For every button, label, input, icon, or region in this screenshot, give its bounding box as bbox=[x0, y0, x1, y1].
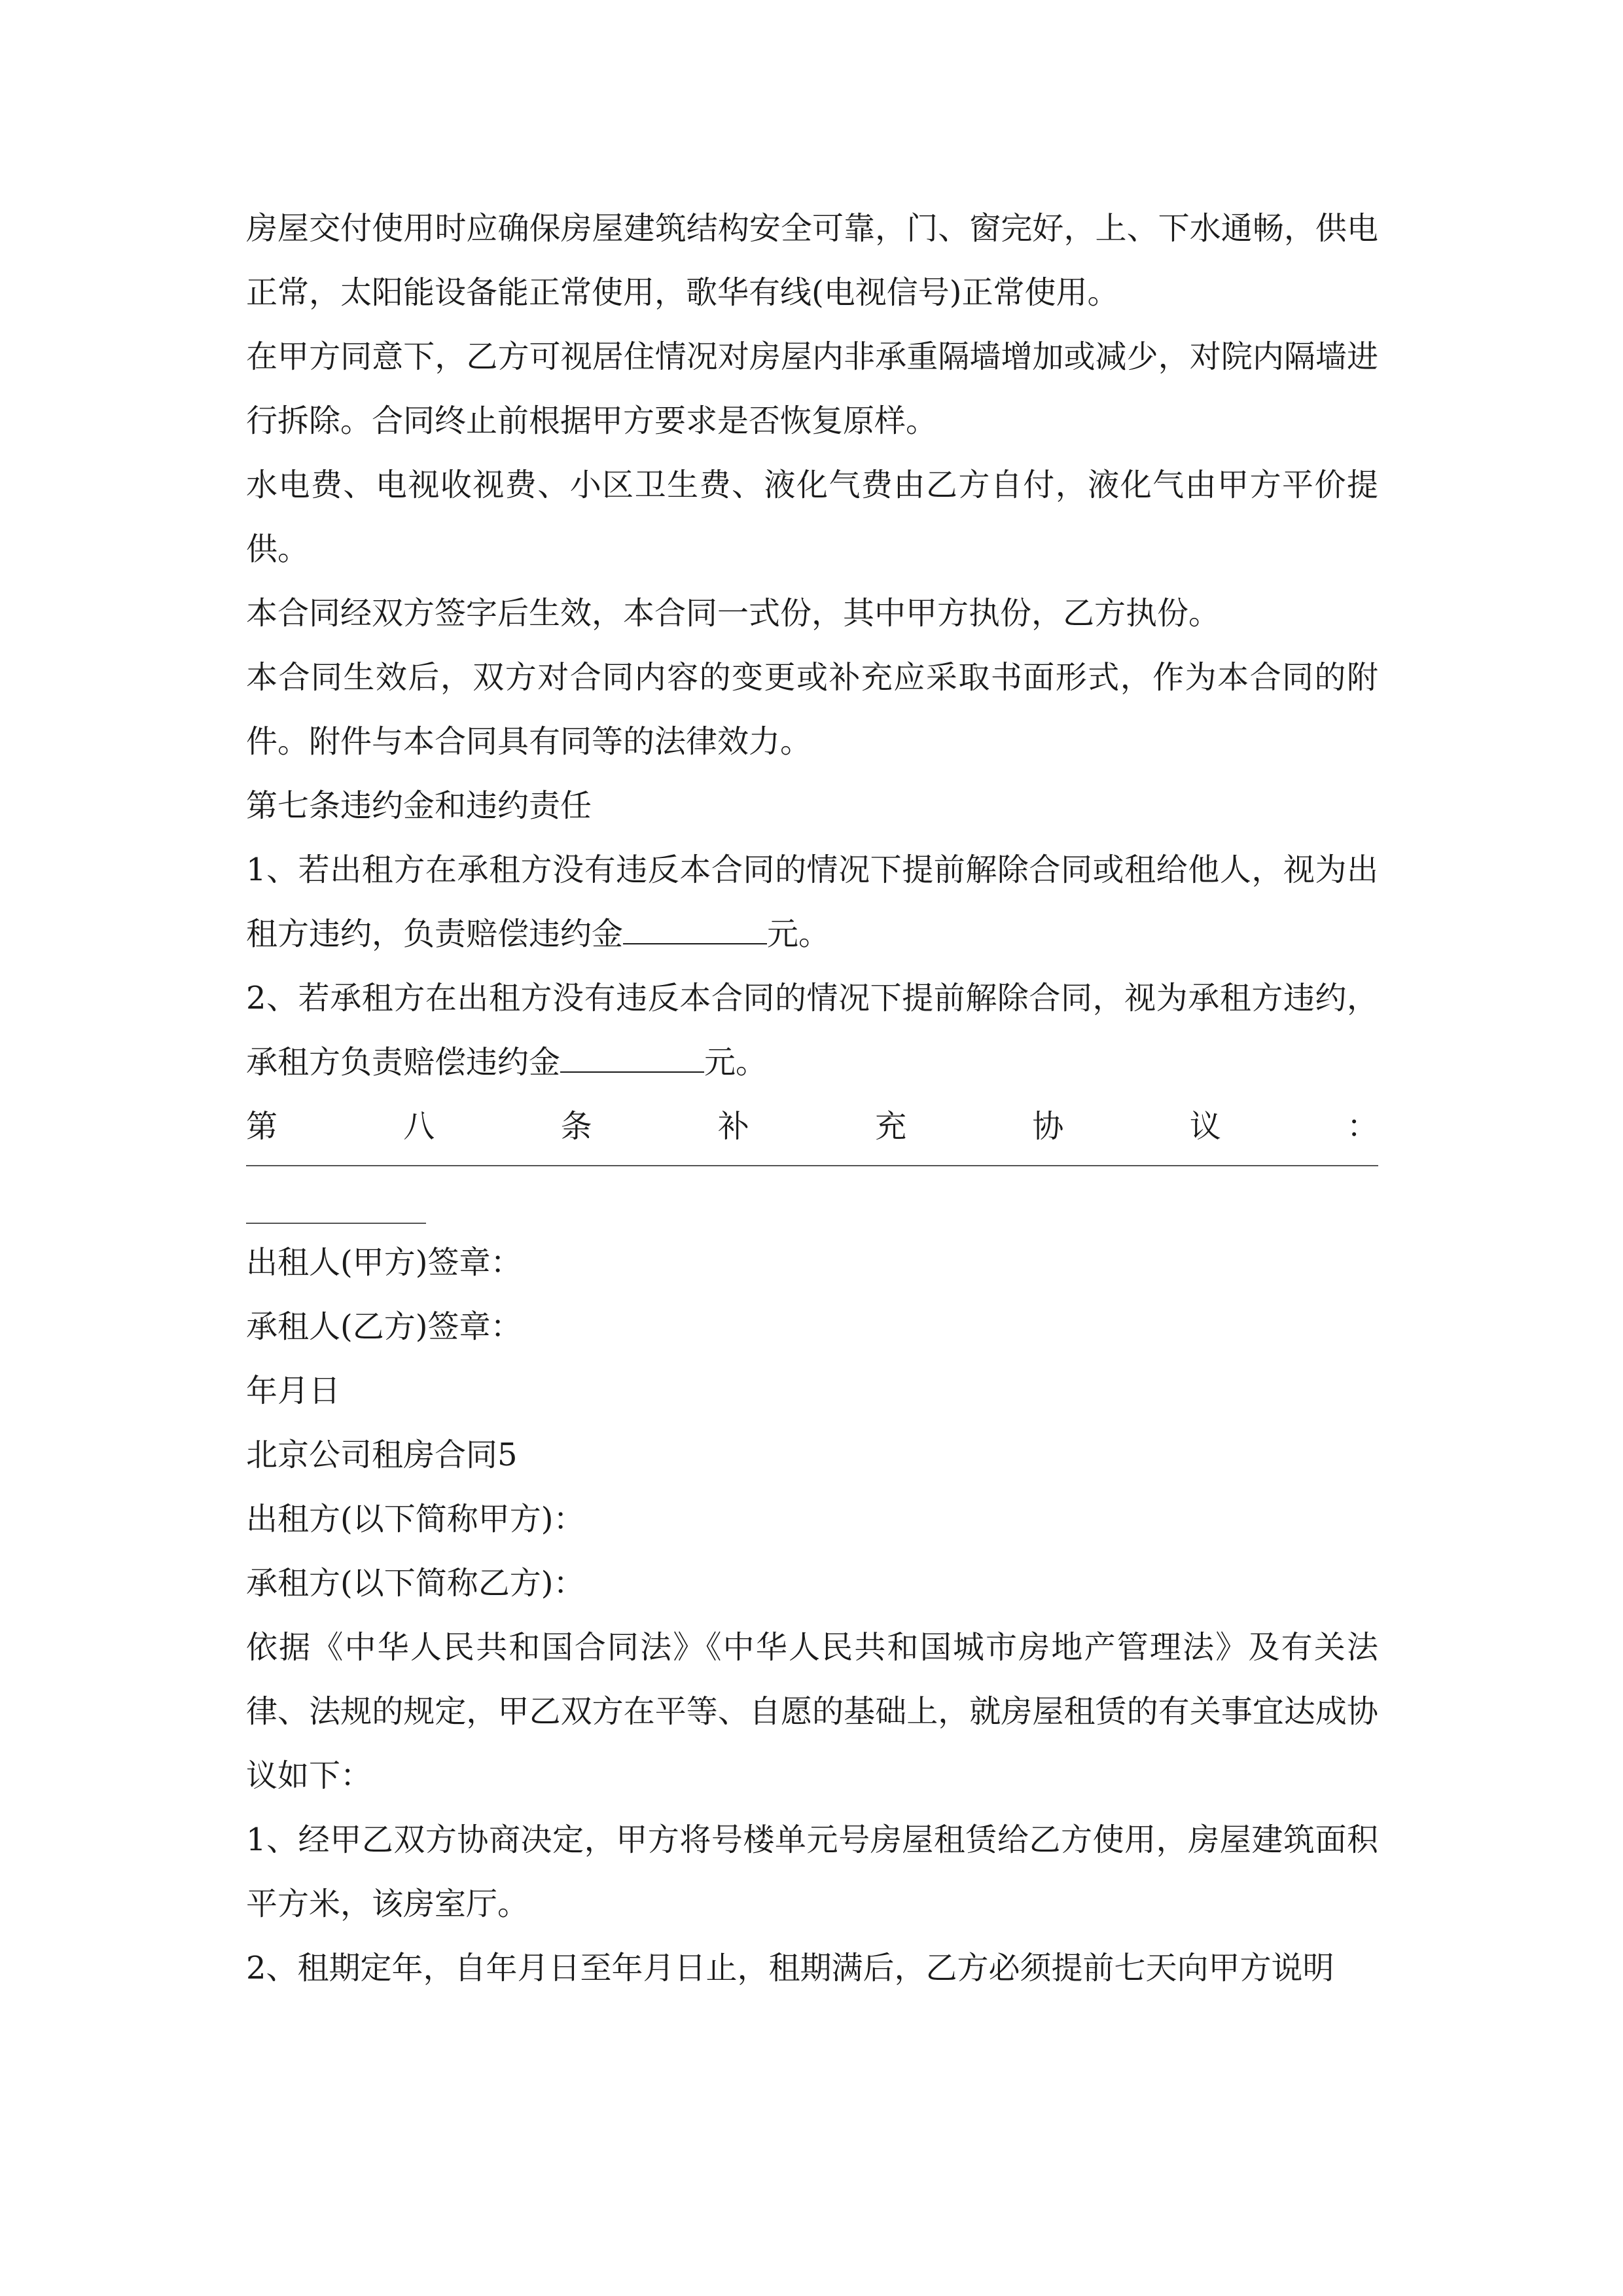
paragraph-delivery: 房屋交付使用时应确保房屋建筑结构安全可靠，门、窗完好，上、下水通畅，供电正常，太阳能设备能正常使用，歌华有线(电视信号)正常使用。 bbox=[246, 210, 1378, 311]
clause-2: 2、租期定年，自年月日至年月日止，租期满后，乙方必须提前七天向甲方说明 bbox=[246, 1950, 1334, 1986]
penalty-item-lessee-text: 2、若承租方在出租方没有违反本合同的情况下提前解除合同，视为承租方违约，承租方负责赔偿违约金 bbox=[246, 980, 1378, 1081]
penalty-item-lessor-text: 1、若出租方在承租方没有违反本合同的情况下提前解除合同或租给他人，视为出租方违约，负责赔偿违约金 bbox=[246, 852, 1378, 952]
penalty-item-lessee-unit: 元。 bbox=[704, 1044, 768, 1081]
contract-title: 北京公司租房合同5 bbox=[246, 1437, 518, 1473]
penalty-item-lessor bbox=[246, 838, 1378, 966]
article8-char: 议 bbox=[1189, 1108, 1221, 1145]
paragraph-effective: 本合同经双方签字后生效，本合同一式份，其中甲方执份，乙方执份。 bbox=[246, 595, 1221, 632]
article8-char: 协 bbox=[1032, 1108, 1064, 1145]
supplement-blank-line-short bbox=[246, 1223, 426, 1224]
article8-char: 条 bbox=[560, 1108, 592, 1145]
paragraph-partition-walls: 在甲方同意下，乙方可视居住情况对房屋内非承重隔墙增加或减少，对院内隔墙进行拆除。合同终止前根据甲方要求是否恢复原样。 bbox=[246, 338, 1378, 439]
signature-date: 年月日 bbox=[246, 1372, 341, 1409]
article7-heading: 第七条违约金和违约责任 bbox=[246, 787, 592, 824]
article8-char: 充 bbox=[875, 1108, 907, 1145]
contract-intro: 依据《中华人民共和国合同法》《中华人民共和国城市房地产管理法》及有关法律、法规的规定，甲乙双方在平等、自愿的基础上，就房屋租赁的有关事宜达成协议如下： bbox=[246, 1629, 1378, 1794]
article8-char: 八 bbox=[403, 1108, 435, 1145]
penalty-item-lessee bbox=[246, 966, 1378, 1094]
penalty-amount-blank bbox=[560, 1045, 704, 1073]
article8-char: ： bbox=[1346, 1108, 1378, 1145]
paragraph-utility-fees: 水电费、电视收视费、小区卫生费、液化气费由乙方自付，液化气由甲方平价提供。 bbox=[246, 467, 1378, 567]
paragraph-amendments: 本合同生效后，双方对合同内容的变更或补充应采取书面形式，作为本合同的附件。附件与本合同具有同等的法律效力。 bbox=[246, 659, 1378, 760]
article8-char: 第 bbox=[246, 1108, 278, 1145]
lessor-signature: 出租人(甲方)签章： bbox=[246, 1244, 522, 1281]
clause-1: 1、经甲乙双方协商决定，甲方将号楼单元号房屋租赁给乙方使用，房屋建筑面积平方米，该房室厅。 bbox=[246, 1821, 1378, 1922]
article8-heading bbox=[246, 1094, 1378, 1158]
article8-char: 补 bbox=[717, 1108, 749, 1145]
penalty-amount-blank bbox=[623, 917, 767, 944]
party-b-line: 承租方(以下简称乙方)： bbox=[246, 1565, 585, 1602]
party-a-line: 出租方(以下简称甲方)： bbox=[246, 1501, 585, 1537]
document-body bbox=[246, 196, 1378, 2000]
supplement-blank-line bbox=[246, 1165, 1378, 1166]
lessee-signature: 承租人(乙方)签章： bbox=[246, 1308, 522, 1345]
penalty-item-lessor-unit: 元。 bbox=[767, 916, 830, 952]
